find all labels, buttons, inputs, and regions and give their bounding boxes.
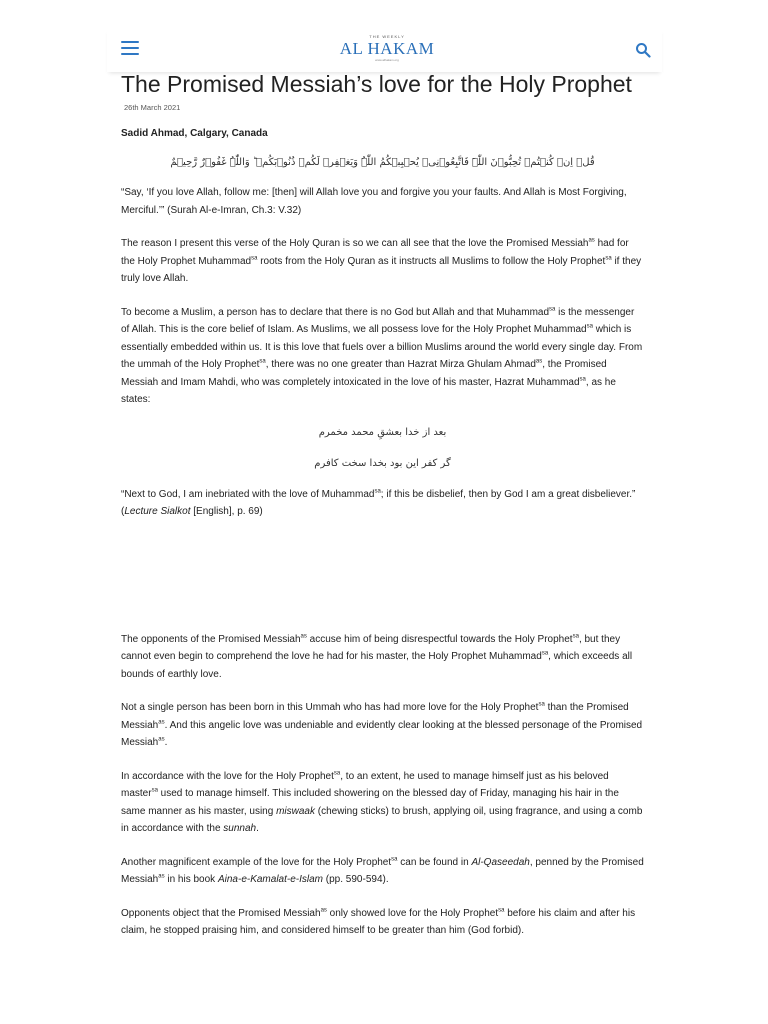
logo-text: AL HAKAM [339,39,435,58]
logo-tagline: THE WEEKLY [369,34,405,39]
paragraph-6: Not a single person has been born in this Ummah who has had more love for the Holy Prophet$^{sa}$ than the Promised Messiah$^{as}$. And this angelic love was undeniable and evidently clear looking at the blessed personage of the Promised Messiah$^{as}$. [121,701,643,748]
logo-url: www.alhakam.org [375,58,399,62]
article-author: Sadid Ahmad, Calgary, Canada [121,128,268,139]
article-title: The Promised Messiah’s love for the Holy Prophet [121,71,632,97]
article [121,70,644,940]
paragraph-7: In accordance with the love for the Holy Prophet$^{sa}$, to an extent, he used to manage himself just as his beloved master$^{sa}$ used to manage himself. This included showering on the blessed day of Friday, managing his hair in the same manner as his master, using miswaak (chewing sticks) to brush, applying oil, using fragrance, and using a comb in accordance with the sunnah. [121,770,643,834]
paragraph-2: The reason I present this verse of the Holy Quran is so we can all see that the love the Promised Messiah$^{as}$ had for the Holy Prophet Muhammad$^{sa}$ roots from the Holy Quran as it instructs all Muslims to follow the Holy Prophet$^{sa}$ if they truly love Allah. [121,237,642,284]
persian-verse-translation: “Next to God, I am inebriated with the love of Muhammad$^{sa}$; if this be disbelief, then by God I am a great disbeliever.” (Lecture Sialkot [English], p. 69) [121,488,636,517]
verse-translation: “Say, ‘If you love Allah, follow me: [then] will Allah love you and forgive you your faults. And Allah is Most Forgiving, Merciful.’” (Surah Al-e-Imran, Ch.3: V.32) [121,187,627,216]
paragraph-8: Another magnificent example of the love for the Holy Prophet$^{sa}$ can be found in Al-Qaseedah, penned by the Promised Messiah$^{as}$ in his book Aina-e-Kamalat-e-Islam (pp. 590-594). [121,856,644,885]
site-header [107,28,662,72]
blank-space [121,521,644,631]
paragraph-3: To become a Muslim, a person has to declare that there is no God but Allah and that Muhammad$^{sa}$ is the messenger of Allah. This is the core belief of Islam. As Muslims, we all possess love for the Holy Prophet Muhammad$^{sa}$ which is essentially embedded within us. It is this love that fuels over a billion Muslims around the world every single day. From the ummah of the Holy Prophet$^{sa}$, there was no one greater than Hazrat Mirza Ghulam Ahmad$^{as}$, the Promised Messiah and Imam Mahdi, who was completely intoxicated in the love of his master, Hazrat Muhammad$^{sa}$, as he states: [121,306,643,405]
paragraph-9: Opponents object that the Promised Messiah$^{as}$ only showed love for the Holy Prophet$^{sa}$ before his claim and after his claim, he stopped praising him, and considered himself to be greater than him (God forbid). [121,907,636,936]
paragraph-5: The opponents of the Promised Messiah$^{as}$ accuse him of being disrespectful towards the Holy Prophet$^{sa}$, but they cannot even begin to comprehend the love he had for his master, the Holy Prophet Muhammad$^{sa}$, which exceeds all bounds of earthly love. [121,633,633,680]
persian-verse-line-1: بعد از خدا بعشقِ محمد مخمرم [318,426,447,438]
site-logo[interactable] [337,34,437,63]
quran-verse-arabic: قُلۡ اِنۡ کُنۡتُمۡ تُحِبُّوۡنَ اللّٰہَ فَاتَّبِعُوۡنِیۡ یُحۡبِبۡکُمُ اللّٰہُ وَیَغۡفِرۡ لَکُمۡ ذُنُوۡبَکُمۡ ؕ وَاللّٰہُ غَفُوۡرٌ رَّحِیۡمٌ [170,157,595,168]
search-icon[interactable] [635,42,651,58]
hamburger-menu-icon[interactable] [121,41,139,55]
persian-verse-line-2: گر کفر این بود بخدا سخت کافرم [314,457,451,469]
article-date: 26th March 2021 [124,103,181,112]
